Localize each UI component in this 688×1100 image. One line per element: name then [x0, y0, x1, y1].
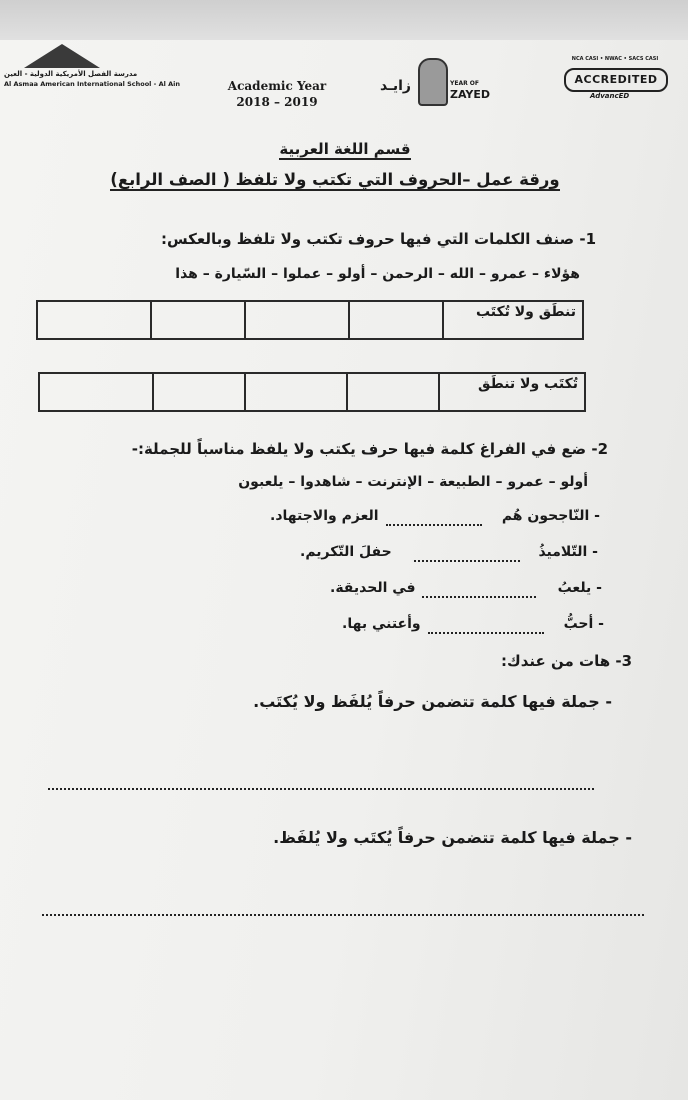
q1-word-list: هؤلاء – عمرو – الله – الرحمن – أولو – عملوا – السّيارة – هذا	[175, 266, 580, 282]
q2-sentence-end: العزم والاجتهاد.	[270, 508, 379, 524]
zayed-year-of-text: YEAR OF	[450, 80, 479, 87]
q2-sentence-end: في الحديقة.	[330, 580, 416, 596]
q1-prompt: 1- صنف الكلمات التي فيها حروف تكتب ولا تلفظ وبالعكس:	[160, 230, 596, 248]
q1-table1-cell[interactable]	[245, 301, 349, 339]
q2-prompt: 2- ضع في الفراغ كلمة فيها حرف يكتب ولا يلفظ مناسباً للجملة:-	[131, 440, 608, 458]
zayed-english-text: ZAYED	[450, 88, 491, 101]
q1-table-written-not-spoken	[38, 372, 586, 412]
q1-table2-label: تُكتَب ولا تنطَق	[439, 373, 585, 411]
q2-blank[interactable]	[386, 522, 482, 526]
worksheet-title	[100, 170, 570, 189]
academic-year-value: 2018 – 2019	[236, 95, 318, 109]
q2-sentence-start: - النّاجحون هُم	[501, 508, 600, 524]
q1-table2-cell[interactable]	[153, 373, 245, 411]
q1-table1-cell[interactable]	[349, 301, 443, 339]
q1-table1-label: تنطَق ولا تُكتَب	[443, 301, 583, 339]
q2-sentence-1	[270, 508, 600, 530]
accredited-logo	[560, 56, 670, 104]
q2-sentence-2	[300, 544, 598, 566]
q3-answer-line-2[interactable]	[42, 912, 644, 916]
q2-sentence-3	[330, 580, 602, 602]
school-name-english: Al Asmaa American International School - Al Ain	[4, 80, 181, 88]
school-logo	[4, 44, 181, 94]
department-heading	[200, 140, 490, 158]
q2-sentence-start: - يلعبُ	[557, 580, 602, 596]
q1-table2-cell[interactable]	[347, 373, 439, 411]
academic-year-label: Academic Year	[227, 79, 327, 93]
q2-blank[interactable]	[428, 630, 544, 634]
department-text: قسم اللغة العربية	[279, 140, 411, 158]
q2-blank[interactable]	[422, 594, 536, 598]
worksheet-paper	[0, 40, 688, 1100]
q2-blank[interactable]	[414, 558, 520, 562]
q1-table-spoken-not-written	[36, 300, 584, 340]
q1-table1-cell[interactable]	[37, 301, 151, 339]
worksheet-title-text: ورقة عمل –الحروف التي تكتب ولا تلفظ ( الصف الرابع)	[110, 170, 560, 189]
zayed-portrait-icon	[418, 58, 448, 106]
q2-sentence-4	[342, 616, 604, 638]
q2-word-list: أولو – عمرو – الطبيعة – الإنترنت – شاهدوا – يلعبون	[238, 474, 588, 490]
q3-prompt: 3- هات من عندك:	[500, 652, 632, 670]
year-of-zayed-logo	[380, 58, 490, 108]
mountain-logo-icon	[24, 44, 100, 68]
accredited-agencies: NCA CASI • NWAC • SACS CASI	[571, 56, 659, 62]
q1-table1-cell[interactable]	[151, 301, 245, 339]
q2-sentence-end: حفلَ التّكريم.	[300, 544, 392, 560]
page-shadow	[0, 0, 688, 44]
advanced-text: AdvancED	[590, 92, 630, 100]
q1-table2-cell[interactable]	[39, 373, 153, 411]
academic-year	[222, 78, 332, 110]
q3-answer-line-1[interactable]	[48, 786, 594, 790]
q1-table2-cell[interactable]	[245, 373, 347, 411]
accredited-label: ACCREDITED	[564, 68, 668, 92]
zayed-arabic-text: زايـد	[380, 78, 411, 94]
q2-sentence-start: - أحبُّ	[563, 616, 604, 632]
q3-item-2: - جملة فيها كلمة تتضمن حرفاً يُكتَب ولا يُلفَظ.	[273, 828, 632, 847]
q3-item-1: - جملة فيها كلمة تتضمن حرفاً يُلفَظ ولا يُكتَب.	[253, 692, 612, 711]
school-name-arabic: مدرسة الفصل الأمريكية الدولية - العين	[4, 70, 138, 78]
q2-sentence-end: وأعتني بها.	[342, 616, 421, 632]
q2-sentence-start: - التّلاميذُ	[538, 544, 598, 560]
